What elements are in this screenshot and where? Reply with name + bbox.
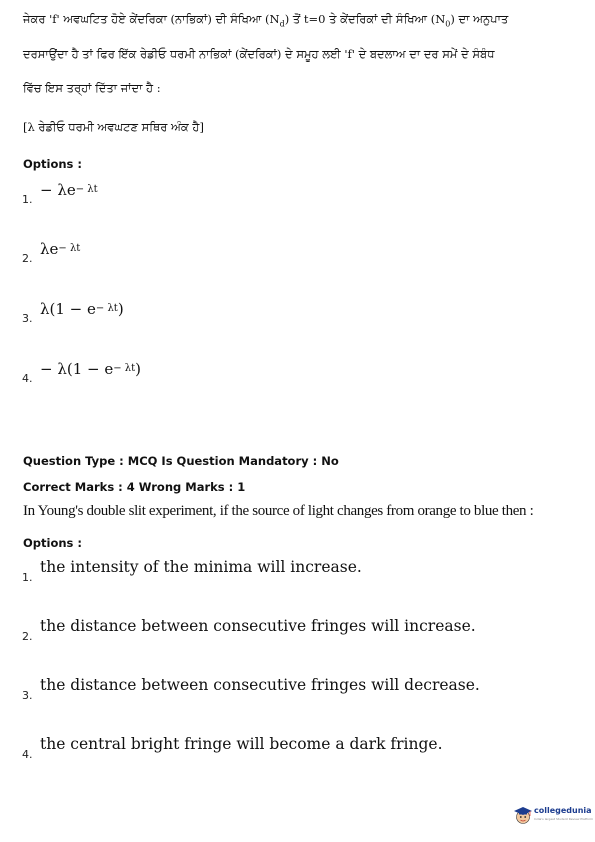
graduate-mascot-icon [513, 805, 533, 825]
q1-option-4-tail: ) [135, 360, 142, 378]
q2-option-1-number: 1. [22, 571, 33, 584]
q1-option-1-base: − λe [40, 181, 76, 199]
q1-option-4[interactable] [40, 360, 141, 378]
q1-option-4-number: 4. [22, 372, 33, 385]
q1-line1-sub-0: 0 [445, 19, 451, 29]
q2-options-label: Options : [23, 536, 82, 550]
q1-option-3[interactable] [40, 300, 124, 318]
q1-option-3-number: 3. [22, 312, 33, 325]
question-1-line-3: ਵਿੱਚ ਇਸ ਤਰ੍ਹਾਂ ਦਿੱਤਾ ਜਾਂਦਾ ਹੈ : [23, 81, 161, 95]
q1-option-3-exp: − λt [95, 303, 118, 314]
q2-option-3[interactable]: the distance between consecutive fringes will decrease. [40, 676, 480, 694]
q1-option-1-number: 1. [22, 193, 33, 206]
question-1-note: [λ ਰੇਡੀਓ ਧਰਮੀ ਅਵਘਟਣ ਸਥਿਰ ਅੰਕ ਹੈ] [23, 120, 204, 134]
q1-option-2[interactable] [40, 240, 80, 258]
collegedunia-logo[interactable] [513, 804, 594, 826]
q2-meta-marks: Correct Marks : 4 Wrong Marks : 1 [23, 480, 246, 494]
q1-line1-c: ) ਦਾ ਅਨੁਪਾਤ [450, 12, 509, 26]
q2-option-4[interactable]: the central bright fringe will become a dark fringe. [40, 735, 443, 753]
q1-line1-b: ) ਤੋਂ t=0 ਤੇ ਕੇਂਦਰਿਕਾਂ ਦੀ ਸੰਖਿਆ (N [284, 12, 446, 26]
q1-line1-a: ਜੇਕਰ 'f' ਅਵਘਟਿਤ ਹੋਏ ਕੇਂਦਰਿਕਾ (ਨਾਭਿਕਾਂ) ਦੀ ਸੰਖਿਆ (N [23, 12, 280, 26]
q2-option-4-number: 4. [22, 748, 33, 761]
logo-tagline: India's largest Student Review Platform [534, 817, 594, 821]
q1-option-2-base: λe [40, 240, 59, 258]
question-1-line-1 [23, 12, 508, 28]
q2-option-3-number: 3. [22, 689, 33, 702]
question-1-line-2: ਦਰਸਾਉਂਦਾ ਹੈ ਤਾਂ ਫਿਰ ਇੱਕ ਰੇਡੀਓ ਧਰਮੀ ਨਾਭਿਕਾਂ (ਕੇਂਦਰਿਕਾਂ) ਦੇ ਸਮੂਹ ਲਈ 'f' ਦੇ ਬਦਲਾਅ ਦਾ ਦਰ ਸਮੇਂ ਦੇ ਸੰਬੰਧ [23, 47, 495, 61]
q2-option-2[interactable]: the distance between consecutive fringes will increase. [40, 617, 476, 635]
q2-option-1[interactable]: the intensity of the minima will increase. [40, 558, 362, 576]
question-2-text: In Young's double slit experiment, if the source of light changes from orange to blue then : [23, 503, 534, 519]
q1-option-1-exp: − λt [75, 184, 98, 195]
q1-options-label: Options : [23, 157, 82, 171]
q2-option-2-number: 2. [22, 630, 33, 643]
q1-line1-sub-d: d [279, 19, 285, 29]
q1-option-4-exp: − λt [113, 363, 136, 374]
q1-option-1[interactable] [40, 181, 98, 199]
q2-meta-type: Question Type : MCQ Is Question Mandatory : No [23, 454, 339, 468]
q1-option-2-number: 2. [22, 252, 33, 265]
q1-option-3-base: λ(1 − e [40, 300, 96, 318]
q1-option-4-base: − λ(1 − e [40, 360, 114, 378]
logo-name: collegedunia [534, 806, 592, 815]
q1-option-2-exp: − λt [58, 243, 81, 254]
q1-option-3-tail: ) [117, 300, 124, 318]
